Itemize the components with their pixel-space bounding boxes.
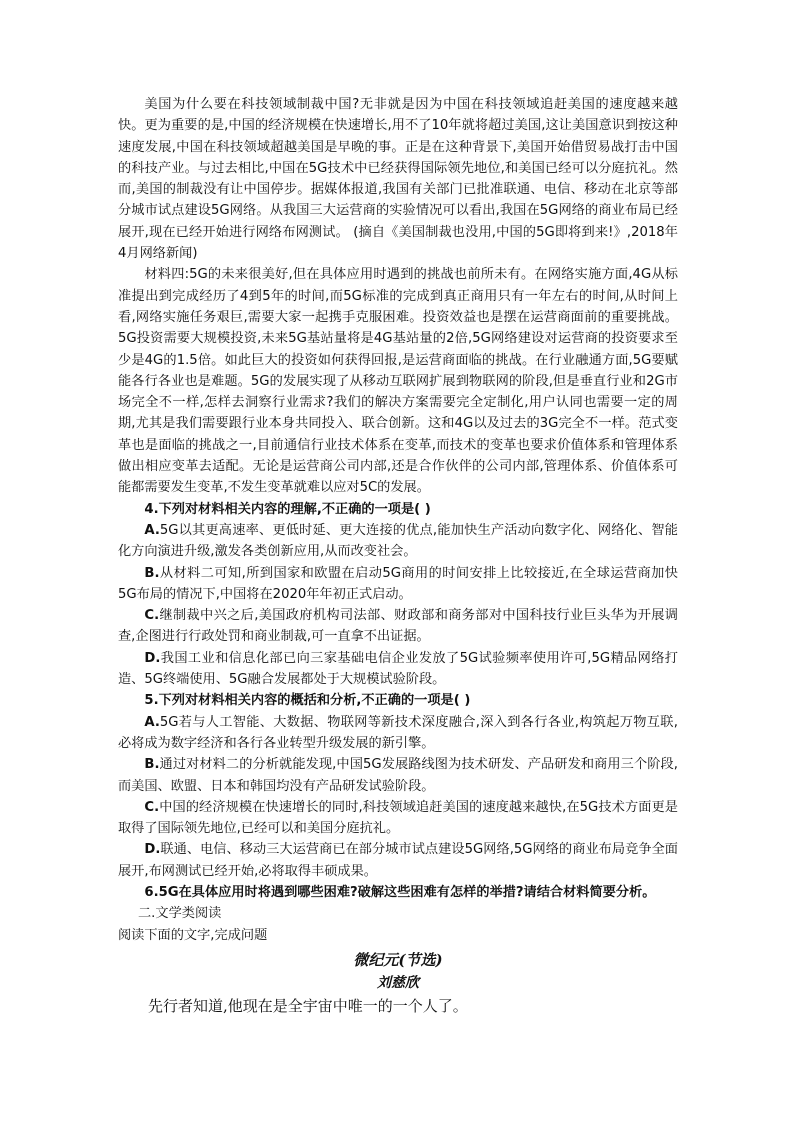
option-text: 联通、电信、移动三大运营商已在部分城市试点建设5G网络,5G网络的商业布局竞争全面展开,布网测试已经开始,必将取得丰硕成果。 — [118, 842, 678, 879]
option-label: D. — [144, 842, 161, 858]
option-text: 通过对材料二的分析就能发现,中国5G发展路线图为技术研发、产品研发和商用三个阶段,而美国、欧盟、日本和韩国均没有产品研发试验阶段。 — [118, 757, 678, 794]
section-heading: 二.文学类阅读 — [138, 906, 222, 922]
option-label: B. — [144, 757, 160, 773]
question-5-stem: 5.下列对材料相关内容的概括和分析,不正确的一项是( ) — [144, 693, 471, 709]
question-5-option-c — [118, 797, 678, 840]
question-5-option-d — [118, 839, 678, 882]
material-four-paragraph: 材料四:5G的未来很美好,但在具体应用时遇到的挑战也前所未有。在网络实施方面,4G从标准提出到完成经历了4到5年的时间,而5G标准的完成到真正商用只有一年左右的时间,从时间上看,网络实施任务艰巨,需要大家一起携手克服困难。投资效益也是摆在运营商面前的重要挑战。5G投资需要大规模投资,未来5G基站量将是4G基站量的2倍,5G网络建设对运营商的投资要求至少是4G的1.5倍。如此巨大的投资如何获得回报,是运营商面临的挑战。在行业融通方面,5G要赋能各行各业也是难题。5G的发展实现了从移动互联网扩展到物联网的阶段,但是垂直行业和2G市场完全不一样,怎样去洞察行业需求?我们的解决方案需要完全定制化,用户认同也需要一定的周期,尤其是我们需要跟行业本身共同投入、联合创新。这和4G以及过去的3G完全不一样。范式变革也是面临的挑战之一,目前通信行业技术体系在变革,而技术的变革也要求价值体系和管理体系做出相应变革去适配。无论是运营商公司内部,还是合作伙伴的公司内部,管理体系、价值体系可能都需要发生变革,不发生变革就难以应对5C的发展。 — [118, 267, 678, 496]
option-text: 5G若与人工智能、大数据、物联网等新技术深度融合,深入到各行各业,构筑起万物互联,必将成为数字经济和各行各业转型升级发展的新引擎。 — [118, 714, 678, 751]
question-5-option-b — [118, 754, 678, 797]
option-label: B. — [144, 565, 160, 581]
question-4-option-b — [118, 563, 678, 606]
story-author: 刘慈欣 — [377, 974, 419, 991]
story-first-line: 先行者知道,他现在是全宇宙中唯一的一个人了。 — [148, 996, 468, 1015]
option-label: A. — [144, 714, 160, 730]
option-text: 从材料二可知,所到国家和欧盟在启动5G商用的时间安排上比较接近,在全球运营商加快5G布局的情况下,中国将在2020年年初正式启动。 — [118, 565, 678, 602]
question-4-option-d — [118, 648, 678, 691]
option-label: A. — [144, 522, 160, 538]
exam-page — [118, 94, 678, 1018]
question-4-stem: 4.下列对材料相关内容的理解,不正确的一项是( ) — [144, 501, 431, 517]
question-4-option-c — [118, 605, 678, 648]
option-text: 我国工业和信息化部已向三家基础电信企业发放了5G试验频率使用许可,5G精品网络打造、5G终端使用、5G融合发展都处于大规模试验阶段。 — [118, 650, 678, 688]
passage-paragraph: 美国为什么要在科技领域制裁中国?无非就是因为中国在科技领域追赶美国的速度越来越快。更为重要的是,中国的经济规模在快速增长,用不了10年就将超过美国,这让美国意识到按这种速度发展,中国在科技领域超越美国是早晚的事。正是在这种背景下,美国开始借贸易战打击中国的科技产业。与过去相比,中国在5G技术中已经获得国际领先地位,和美国已经可以分庭抗礼。然而,美国的制裁没有让中国停步。据媒体报道,我国有关部门已批准联通、电信、移动在北京等部分城市试点建设5G网络。从我国三大运营商的实验情况可以看出,我国在5G网络的商业布局已经展开,现在已经开始进行网络布网测试。 (摘自《美国制裁也没用,中国的5G即将到来!》,2018年4月网络新闻) — [118, 97, 678, 262]
option-text: 5G以其更高速率、更低时延、更大连接的优点,能加快生产活动向数字化、网络化、智能化方向演进升级,激发各类创新应用,从而改变社会。 — [118, 522, 678, 560]
section-instruction: 阅读下面的文字,完成问题 — [118, 927, 268, 943]
option-text: 中国的经济规模在快速增长的同时,科技领域追赶美国的速度越来越快,在5G技术方面更是取得了国际领先地位,已经可以和美国分庭抗礼。 — [118, 799, 678, 837]
question-4-option-a — [118, 520, 678, 563]
option-text: 继制裁中兴之后,美国政府机构司法部、财政部和商务部对中国科技行业巨头华为开展调查,企图进行行政处罚和商业制裁,可一直拿不出证据。 — [118, 608, 678, 645]
question-6-stem: 6.5G在具体应用时将遇到哪些困难?破解这些困难有怎样的举措?请结合材料简要分析。 — [144, 884, 656, 900]
story-title: 微纪元(节选) — [353, 950, 443, 969]
question-5-option-a — [118, 712, 678, 755]
option-label: C. — [144, 608, 160, 624]
option-label: D. — [144, 650, 161, 666]
option-label: C. — [144, 799, 160, 815]
